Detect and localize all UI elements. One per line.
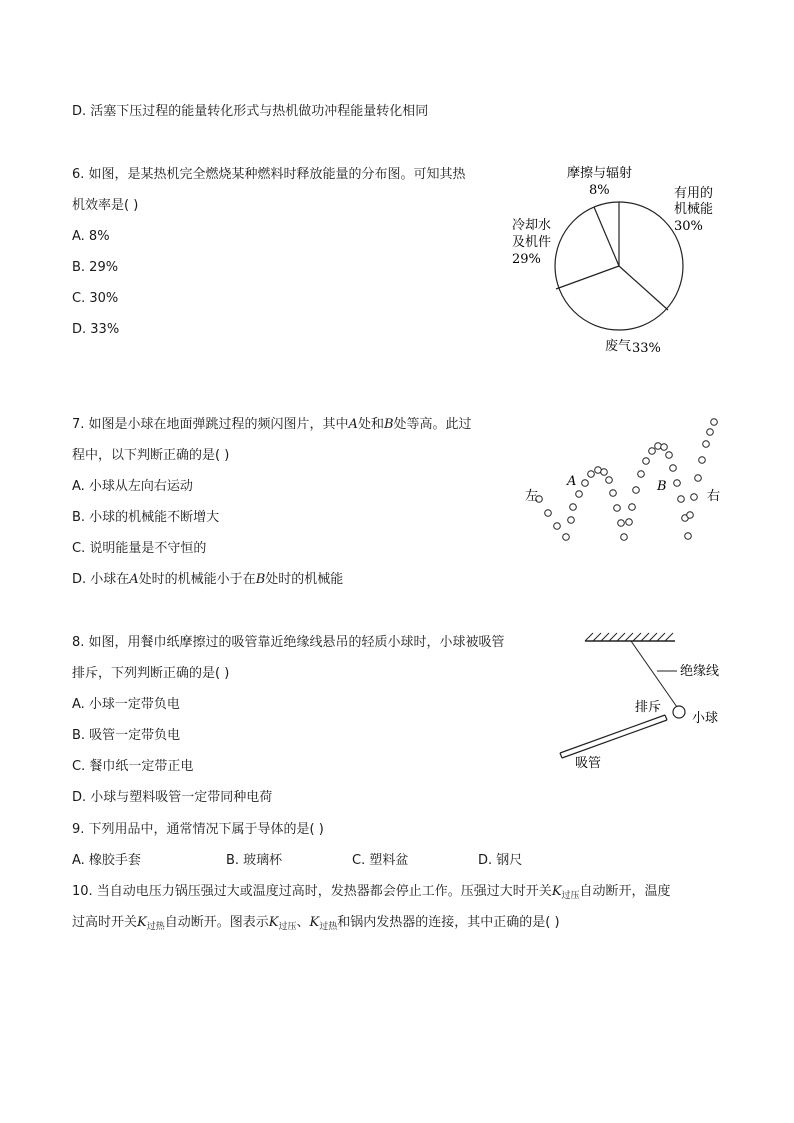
q9-option-b: B. 玻璃杯	[226, 853, 283, 868]
q8-option-b: B. 吸管一定带负电	[72, 728, 181, 743]
q8-option-a: A. 小球一定带负电	[72, 697, 180, 712]
bounce-ball	[643, 458, 650, 465]
small-ball	[673, 706, 685, 718]
label-ball: 小球	[692, 711, 719, 726]
pie-label-cooling-1: 冷却水	[512, 218, 552, 233]
straw	[560, 715, 667, 758]
q10-stem-line2: 过高时开关$K_{过热}$自动断开。图表示$K_{过压}$、$K_{过热}$和锅内发热器的连接，其中正确的是( )	[72, 915, 560, 932]
insulating-thread	[631, 641, 677, 707]
label-point-a: A	[567, 474, 577, 489]
q6-option-d: D. 33%	[72, 322, 120, 337]
bounce-ball	[687, 512, 694, 519]
label-repel: 排斥	[635, 700, 662, 715]
bounce-ball	[568, 517, 575, 524]
bounce-ball	[621, 534, 628, 541]
q9-option-a: A. 橡胶手套	[72, 853, 141, 868]
q7-stem-line1: 7. 如图是小球在地面弹跳过程的频闪图片，其中A处和B处等高。此过	[72, 417, 472, 432]
bounce-ball	[703, 441, 710, 448]
pie-value-exhaust: 33%	[632, 341, 661, 356]
bounce-ball	[563, 534, 570, 541]
q7-option-b: B. 小球的机械能不断增大	[72, 510, 220, 525]
label-thread: 绝缘线	[680, 664, 720, 679]
pie-label-friction: 摩擦与辐射	[567, 166, 633, 181]
label-left: 左	[525, 489, 539, 504]
bounce-ball	[695, 475, 702, 482]
bounce-ball	[670, 465, 677, 472]
q9-stem: 9. 下列用品中，通常情况下属于导体的是( )	[72, 822, 324, 837]
q8-option-d: D. 小球与塑料吸管一定带同种电荷	[72, 790, 273, 805]
bounce-ball	[582, 480, 589, 487]
bounce-ball	[655, 443, 662, 450]
q8-option-c: C. 餐巾纸一定带正电	[72, 759, 194, 774]
q7-option-c: C. 说明能量是不守恒的	[72, 541, 207, 556]
q9-option-c: C. 塑料盆	[352, 853, 409, 868]
pie-label-useful-2: 机械能	[674, 202, 714, 217]
bounce-ball	[614, 505, 621, 512]
bounce-ball	[707, 429, 714, 436]
bounce-balls	[536, 419, 721, 541]
bounce-ball	[588, 471, 595, 478]
q7-option-a: A. 小球从左向右运动	[72, 479, 193, 494]
bounce-ball	[666, 452, 673, 459]
pie-value-friction: 8%	[589, 183, 610, 198]
q8-straw-figure	[555, 625, 730, 775]
bounce-ball	[699, 457, 706, 464]
label-point-b: B	[657, 479, 667, 494]
q7-option-d: D. 小球在A处时的机械能小于在B处时的机械能	[72, 572, 344, 587]
q6-option-a: A. 8%	[72, 229, 110, 244]
bounce-ball	[606, 477, 613, 484]
bounce-ball	[678, 496, 685, 503]
bounce-ball	[633, 487, 640, 494]
label-straw: 吸管	[575, 756, 602, 771]
q7-stem-line2: 程中，以下判断正确的是( )	[72, 448, 230, 463]
label-right: 右	[707, 489, 721, 504]
q8-stem-line2: 排斥，下列判断正确的是( )	[72, 666, 230, 681]
q8-stem-line1: 8. 如图，用餐巾纸摩擦过的吸管靠近绝缘线悬吊的轻质小球时，小球被吸管	[72, 635, 505, 650]
q6-stem-line2: 机效率是( )	[72, 198, 139, 213]
q5-option-d: D. 活塞下压过程的能量转化形式与热机做功冲程能量转化相同	[72, 104, 429, 119]
q6-option-b: B. 29%	[72, 260, 119, 275]
pie-label-exhaust: 废气	[605, 339, 632, 354]
bounce-ball	[618, 520, 625, 527]
bounce-ball	[711, 419, 718, 426]
q7-bounce-figure	[515, 410, 735, 550]
pie-value-useful: 30%	[674, 219, 703, 234]
bounce-ball	[661, 444, 668, 451]
q10-stem-line1: 10. 当自动电压力锅压强过大或温度过高时，发热器都会停止工作。压强过大时开关$K_{过压}$自动断开，温度	[72, 884, 671, 901]
pie-value-cooling: 29%	[512, 252, 541, 267]
bounce-ball	[576, 491, 583, 498]
bounce-ball	[674, 480, 681, 487]
bounce-ball	[554, 523, 561, 530]
q6-option-c: C. 30%	[72, 291, 119, 306]
bounce-ball	[545, 510, 552, 517]
q9-option-d: D. 钢尺	[478, 853, 523, 868]
bounce-ball	[685, 533, 692, 540]
bounce-ball	[649, 448, 656, 455]
q6-energy-pie-chart	[500, 160, 714, 360]
bounce-ball	[601, 469, 608, 476]
pie-label-cooling-2: 及机件	[512, 235, 552, 250]
bounce-ball	[610, 490, 617, 497]
pie-label-useful-1: 有用的	[674, 186, 714, 201]
bounce-ball	[570, 504, 577, 511]
bounce-ball	[638, 471, 645, 478]
q6-stem-line1: 6. 如图，是某热机完全燃烧某种燃料时释放能量的分布图。可知其热	[72, 167, 466, 182]
bounce-ball	[691, 494, 698, 501]
bounce-ball	[629, 504, 636, 511]
bounce-ball	[626, 519, 633, 526]
ceiling-hatch	[585, 633, 673, 641]
